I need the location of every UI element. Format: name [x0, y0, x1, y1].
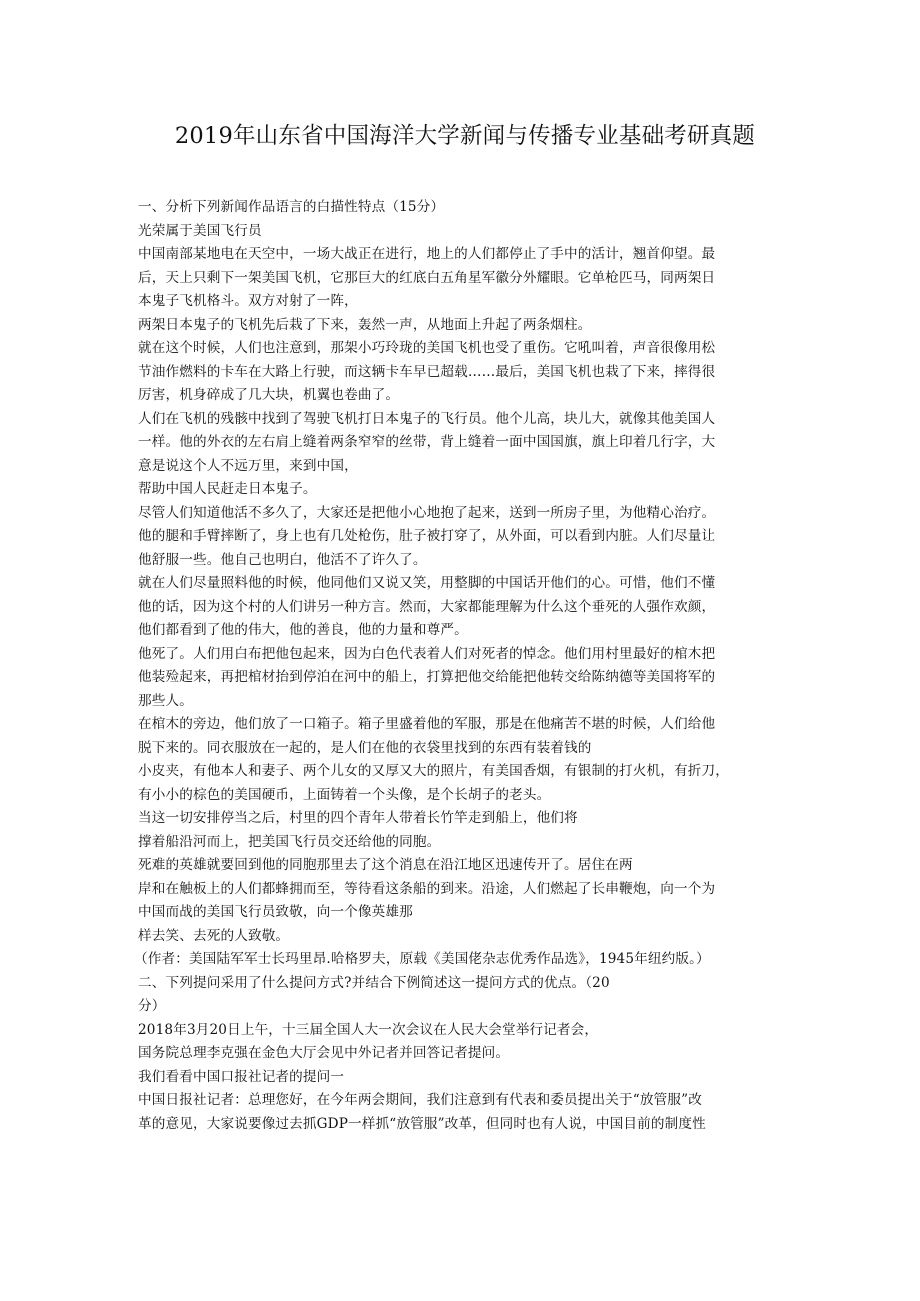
text-line: 一、分析下列新闻作品语言的白描性特点（15分）	[138, 199, 445, 215]
text-line: 光荣属于美国飞行员	[138, 222, 262, 239]
text-line: 中国而战的美国飞行员致敬，向一个像英雄那	[138, 904, 413, 920]
text-line: 国务院总理李克强在金色大厅会见中外记者并回答记者提问。	[138, 1045, 510, 1061]
text-line: 尽管人们知道他活不多久了，大家还是把他小心地抱了起来，送到一所房子里，为他精心治疗。	[138, 504, 716, 521]
text-line: 帮助中国人民赶走日本鬼子。	[138, 481, 317, 497]
text-line: 2018年3月20日上午，十三届全国人大一次会议在人民大会堂举行记者会，	[138, 1021, 599, 1038]
text-line: 他装殓起来，再把棺材抬到停泊在河中的船上，打算把他交给能把他转交给陈纳德等美国将军的	[138, 669, 716, 685]
document-title: 2019年山东省中国海洋大学新闻与传播专业基础考研真题	[174, 123, 756, 149]
text-line: 就在人们尽量照料他的时候，他同他们又说又笑，用整脚的中国话开他们的心。可惜，他们不懂	[138, 575, 716, 591]
text-line: 一样。他的外衣的左右肩上缝着两条窄窄的丝带，背上缝着一面中国国旗，旗上印着几行字，大	[138, 434, 716, 450]
text-line: 岸和在触板上的人们都蜂拥而至，等待看这条船的到来。沿途，人们燃起了长串鞭炮，向一个为	[138, 880, 716, 897]
text-line: 他的话，因为这个村的人们讲另一种方言。然而，大家都能理解为什么这个垂死的人强作欢颜，	[138, 598, 716, 615]
text-line: 两架日本鬼子的飞机先后栽了下来，轰然一声，从地面上升起了两条烟柱。	[138, 316, 592, 333]
text-line: 他的腿和手臂摔断了，身上也有几处枪伤，肚子被打穿了，从外面，可以看到内脏。人们尽量让	[138, 528, 716, 544]
text-line: 撑着船沿河而上，把美国飞行员交还给他的同胞。	[138, 833, 441, 850]
text-line: 革的意见，大家说要像过去抓GDP一样抓“放管服”改革，但同时也有人说，中国目前的制度性	[138, 1115, 706, 1132]
text-line: 后，天上只剩下一架美国飞机，它那巨大的红底白五角星军徽分外耀眼。它单枪匹马，同两架日	[138, 269, 716, 286]
text-line: 中国日报社记者：总理您好，在今年两会期间，我们注意到有代表和委员提出关于“放管服”改	[138, 1092, 702, 1108]
text-line: 有小小的棕色的美国硬币，上面铸着一个头像，是个长胡子的老头。	[138, 786, 551, 803]
text-line: （作者：美国陆军军士长玛里昂.哈格罗夫，原载《美国佬杂志优秀作品选》，1945年纽约版。）	[134, 951, 710, 967]
text-line: 本鬼子飞机格斗。双方对射了一阵，	[138, 293, 358, 309]
document-body	[134, 196, 792, 1136]
text-line: 死难的英雄就要回到他的同胞那里去了这个消息在沿江地区迅速传开了。居住在两	[138, 857, 633, 873]
text-line: 脱下来的。同衣服放在一起的，是人们在他的衣袋里找到的东西有装着钱的	[138, 739, 592, 756]
text-line: 意是说这个人不远万里，来到中国，	[138, 457, 358, 474]
text-line: 就在这个时候，人们也注意到，那架小巧玲珑的美国飞机也受了重伤。它吼叫着，声音很像用松	[138, 340, 716, 356]
text-line: 中国南部某地电在天空中，一场大战正在进行，地上的人们都停止了手中的活计，翘首仰望。最	[138, 246, 716, 262]
text-line: 他舒服一些。他自己也明白，他活不了许久了。	[138, 551, 427, 568]
text-line: 当这一切安排停当之后，村里的四个青年人带着长竹竿走到船上，他们将	[138, 810, 578, 826]
text-line: 那些人。	[138, 692, 193, 709]
text-line: 分）	[138, 998, 166, 1014]
text-line: 节油作燃料的卡车在大路上行驶，而这辆卡车早已超载……最后，美国飞机也栽了下来，摔得很	[138, 363, 716, 380]
text-line: 我们看看中国口报社记者的提问一	[138, 1068, 345, 1085]
text-line: 小皮夹，有他本人和妻子、两个儿女的又厚又大的照片，有美国香烟，有银制的打火机，有折刀，	[138, 763, 729, 779]
text-line: 他们都看到了他的伟大，他的善良，他的力量和尊严。	[138, 622, 468, 638]
text-line: 人们在飞机的残骸中找到了驾驶飞机打日本鬼子的飞行员。他个儿高，块儿大，就像其他美国人	[138, 410, 716, 427]
text-line: 在棺木的旁边，他们放了一口箱子。箱子里盛着他的军服，那是在他痛苦不堪的时候，人们给他	[138, 716, 716, 732]
text-line: 二、下列提问采用了什么提问方式?并结合下例简述这一提问方式的优点。（20	[138, 974, 610, 991]
text-line: 样去笑、去死的人致敬。	[138, 927, 290, 944]
text-line: 他死了。人们用白布把他包起来，因为白色代表着人们对死者的悼念。他们用村里最好的棺木把	[138, 645, 716, 662]
text-line: 厉害，机身碎成了几大块，机翼也卷曲了。	[138, 387, 400, 403]
